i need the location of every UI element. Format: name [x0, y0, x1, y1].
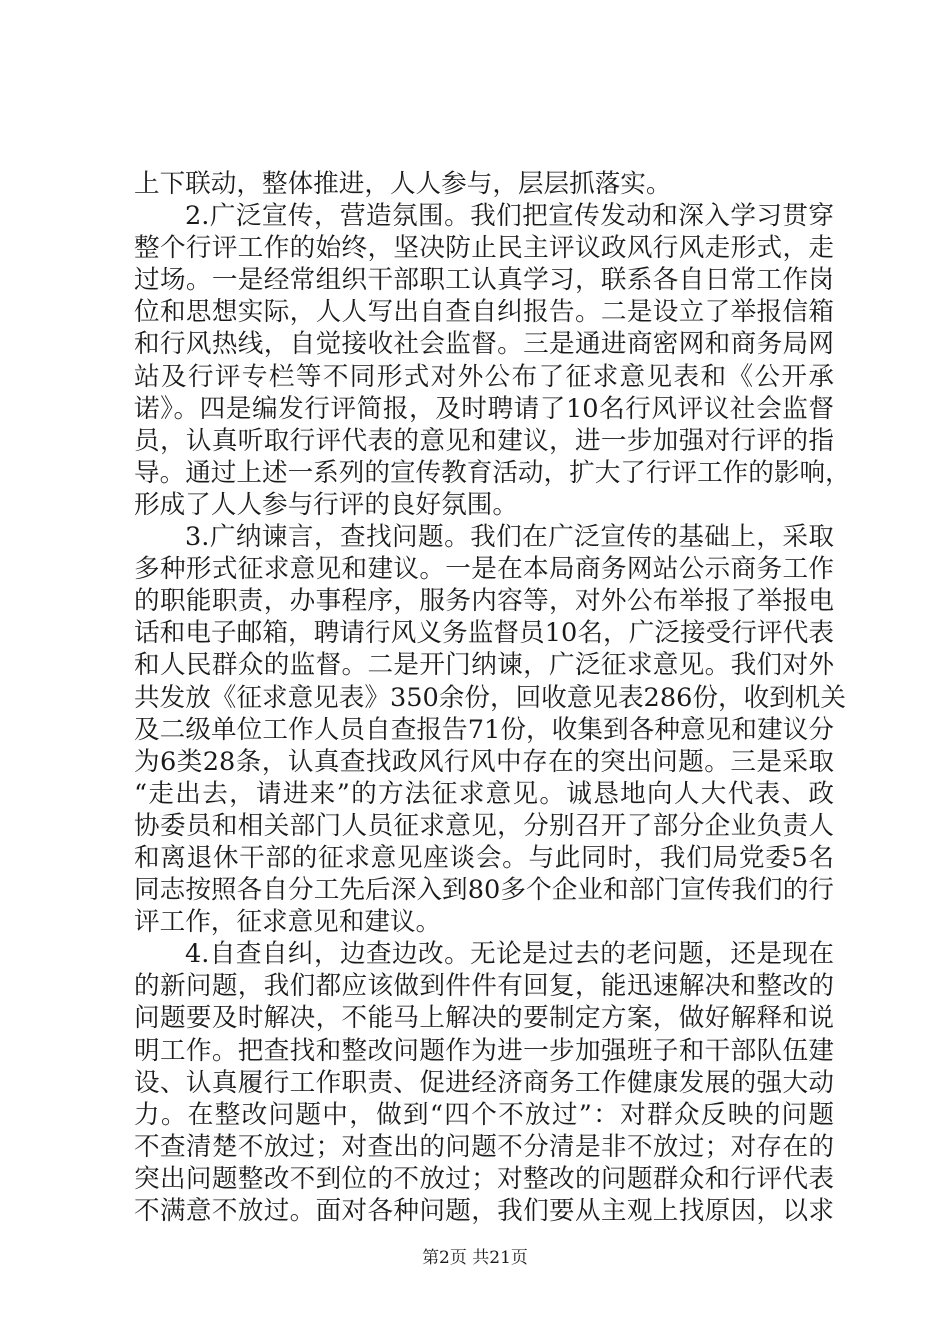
text-line: 整个行评工作的始终，坚决防止民主评议政风行风走形式，走 [134, 233, 834, 264]
text-line: 2.广泛宣传，营造氛围。我们把宣传发动和深入学习贯穿 [185, 201, 834, 232]
text-line: 协委员和相关部门人员征求意见，分别召开了部分企业负责人 [134, 810, 834, 841]
text-line: 的职能职责，办事程序，服务内容等，对外公布举报了举报电 [134, 586, 834, 617]
text-line: 及二级单位工作人员自查报告71份，收集到各种意见和建议分 [134, 714, 834, 745]
text-line: 不查清楚不放过；对查出的问题不分清是非不放过；对存在的 [134, 1131, 834, 1162]
paragraph [134, 521, 846, 938]
paragraph [134, 168, 834, 200]
text-line: “走出去，请进来”的方法征求意见。诚恳地向人大代表、政 [134, 778, 834, 809]
text-line: 评工作，征求意见和建议。 [134, 907, 442, 938]
text-line: 话和电子邮箱，聘请行风义务监督员10名，广泛接受行评代表 [134, 618, 834, 649]
text-line: 不满意不放过。面对各种问题，我们要从主观上找原因，以求 [134, 1196, 834, 1226]
text-line: 4.自查自纠，边查边改。无论是过去的老问题，还是现在 [185, 939, 834, 970]
text-line: 为6类28条，认真查找政风行风中存在的突出问题。三是采取 [134, 746, 834, 777]
text-line: 共发放《征求意见表》350余份，回收意见表286份，收到机关 [134, 682, 846, 713]
text-line: 和行风热线，自觉接收社会监督。三是通进商密网和商务局网 [134, 329, 834, 360]
text-line: 问题要及时解决，不能马上解决的要制定方案，做好解释和说 [134, 1003, 834, 1034]
text-line: 和人民群众的监督。二是开门纳谏，广泛征求意见。我们对外 [134, 650, 834, 681]
text-line: 站及行评专栏等不同形式对外公布了征求意见表和《公开承 [134, 361, 834, 392]
text-line: 同志按照各自分工先后深入到80多个企业和部门宣传我们的行 [134, 875, 834, 906]
text-line: 诺》。四是编发行评简报，及时聘请了10名行风评议社会监督 [134, 393, 834, 424]
text-line: 3.广纳谏言，查找问题。我们在广泛宣传的基础上，采取 [185, 522, 834, 553]
text-line: 位和思想实际，人人写出自查自纠报告。二是设立了举报信箱 [134, 297, 834, 328]
document-body [134, 168, 851, 1227]
page-number: 第2页 共21页 [422, 1248, 528, 1268]
text-line: 和离退休干部的征求意见座谈会。与此同时，我们局党委5名 [134, 842, 834, 873]
text-line: 过场。一是经常组织干部职工认真学习，联系各自日常工作岗 [134, 265, 834, 296]
page-footer [0, 1247, 950, 1269]
text-line: 力。在整改问题中，做到“四个不放过”：对群众反映的问题 [134, 1099, 834, 1130]
text-line: 员，认真听取行评代表的意见和建议，进一步加强对行评的指 [134, 425, 834, 456]
text-line: 设、认真履行工作职责、促进经济商务工作健康发展的强大动 [134, 1067, 834, 1098]
text-line: 导。通过上述一系列的宣传教育活动，扩大了行评工作的影响， [134, 457, 851, 488]
text-line: 突出问题整改不到位的不放过；对整改的问题群众和行评代表 [134, 1163, 834, 1194]
text-line: 明工作。把查找和整改问题作为进一步加强班子和干部队伍建 [134, 1035, 834, 1066]
paragraph [134, 200, 851, 521]
text-line: 多种形式征求意见和建议。一是在本局商务网站公示商务工作 [134, 554, 834, 585]
text-line: 上下联动，整体推进，人人参与，层层抓落实。 [134, 169, 672, 199]
paragraph [134, 938, 834, 1227]
text-line: 形成了人人参与行评的良好氛围。 [134, 489, 518, 520]
text-line: 的新问题，我们都应该做到件件有回复，能迅速解决和整改的 [134, 971, 834, 1002]
